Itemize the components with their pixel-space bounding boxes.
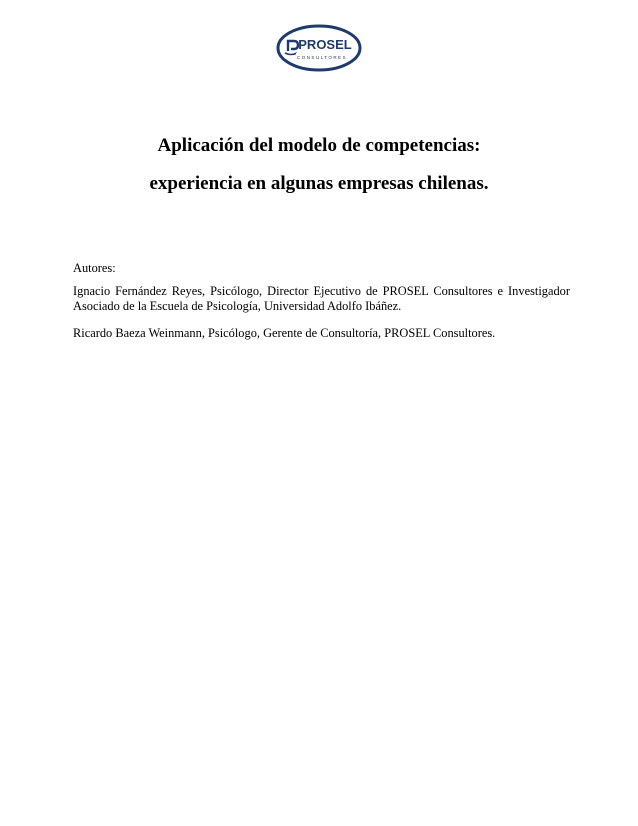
prosel-logo-graphic — [276, 24, 362, 72]
authors-label: Autores: — [73, 261, 116, 275]
logo-brand: PROSEL — [298, 37, 352, 52]
prosel-logo — [276, 24, 362, 72]
document-title-line-2: experiencia en algunas empresas chilenas. — [149, 173, 489, 194]
author-entry: Ignacio Fernández Reyes, Psicólogo, Director Ejecutivo de PROSEL Consultores e Investigador Asociado de la Escuela de Psicología, Universidad Adolfo Ibáñez. — [73, 284, 570, 313]
logo-subtitle: CONSULTORES — [297, 55, 347, 60]
document-title-line-1: Aplicación del modelo de competencias: — [157, 135, 481, 156]
author-entry: Ricardo Baeza Weinmann, Psicólogo, Gerente de Consultoría, PROSEL Consultores. — [73, 326, 496, 340]
